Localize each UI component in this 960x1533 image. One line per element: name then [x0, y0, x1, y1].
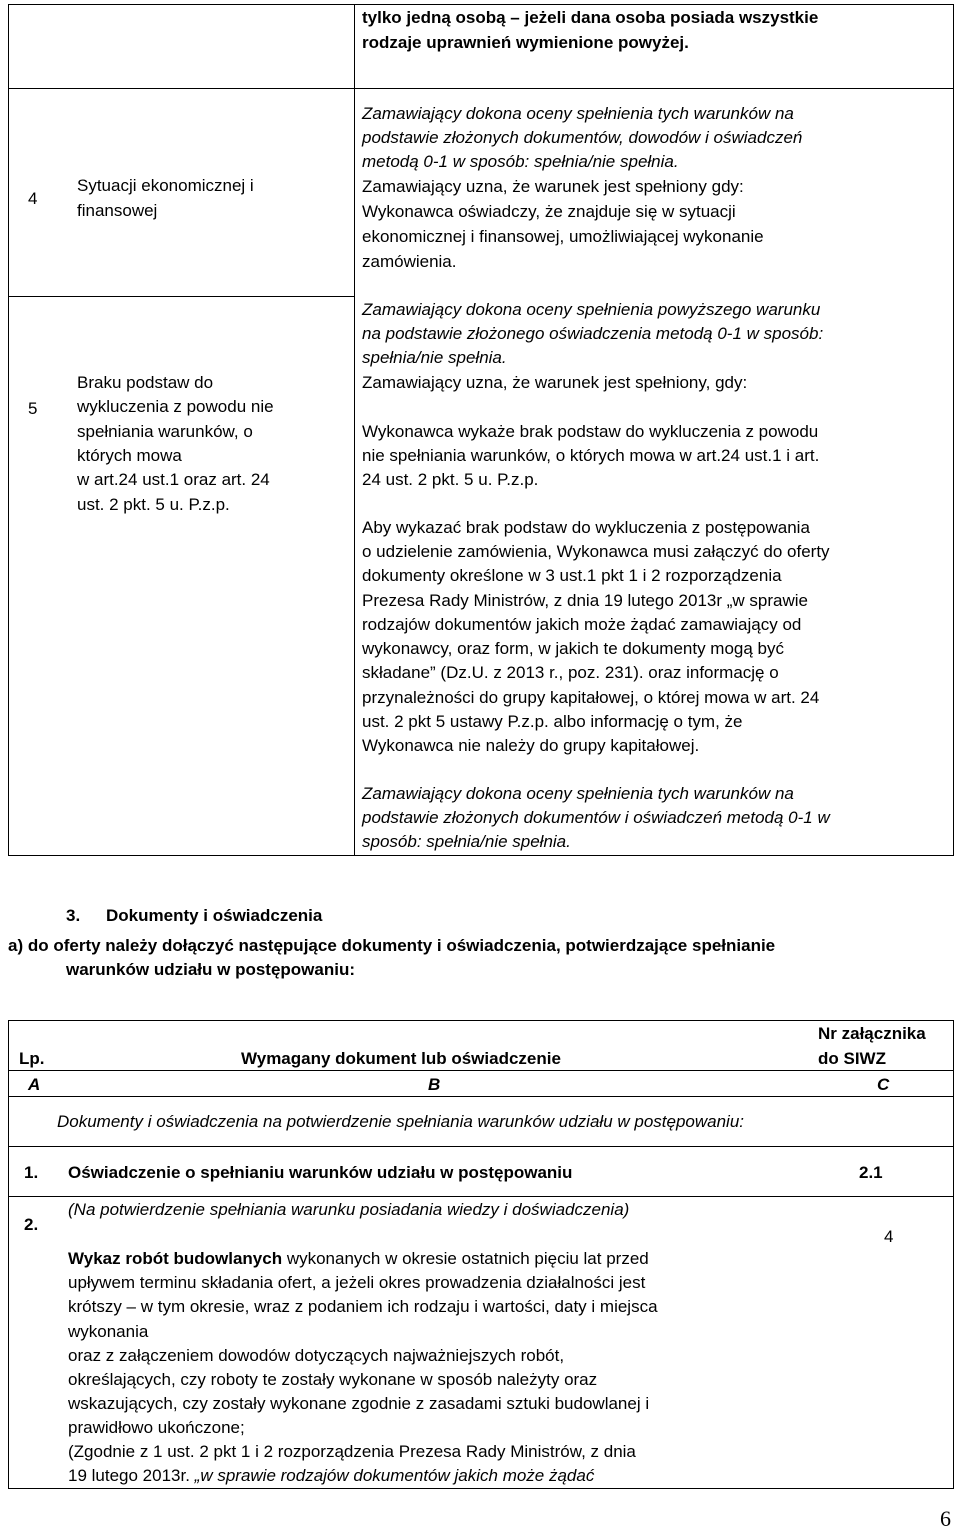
section-number: 3. [66, 906, 81, 925]
requirement-name: finansowej [77, 201, 158, 220]
exclusion-text: wykonawcy, oraz form, w jakich te dokumenty mogą być [362, 639, 785, 658]
row-number: 2. [24, 1215, 39, 1234]
condition-text: Wykonawca oświadczy, że znajduje się w sytuacji [362, 202, 736, 221]
condition-text: nie spełniania warunków, o których mowa w art.24 ust.1 i art. [362, 446, 820, 465]
document-name: Oświadczenie o spełnianiu warunków udziału w postępowaniu [68, 1163, 573, 1182]
assessment-text: podstawie złożonych dokumentów i oświadczeń metodą 0-1 w [362, 808, 830, 827]
document-description: upływem terminu składania ofert, a jeżeli okres prowadzenia działalności jest [68, 1273, 646, 1292]
document-description-text: „w sprawie rodzajów dokumentów jakich może żądać [194, 1466, 595, 1485]
requirement-name: wykluczenia z powodu nie [77, 397, 274, 416]
column-header-lp: Lp. [19, 1049, 45, 1068]
assessment-text: metodą 0-1 w sposób: spełnia/nie spełnia. [362, 152, 679, 171]
document-description: określających, czy roboty te zostały wykonane w sposób należyty oraz [68, 1370, 598, 1389]
document-description: wskazujących, czy zostały wykonane zgodnie z zasadami sztuki budowlanej i [68, 1394, 650, 1413]
column-letter-a: A [28, 1075, 41, 1094]
document-description: prawidłowo ukończone; [68, 1418, 245, 1437]
assessment-text: Zamawiający dokona oceny spełnienia tych warunków na [362, 784, 794, 803]
section-subtitle: warunków udziału w postępowaniu: [66, 960, 356, 979]
assessment-text: na podstawie złożonego oświadczenia metodą 0-1 w sposób: [362, 324, 824, 343]
attachment-number: 2.1 [859, 1163, 883, 1182]
table-section-title: Dokumenty i oświadczenia na potwierdzenie spełniania warunków udziału w postępowaniu: [57, 1112, 745, 1131]
document-description: (Zgodnie z 1 ust. 2 pkt 1 i 2 rozporządzenia Prezesa Rady Ministrów, z dnia [68, 1442, 636, 1461]
row-number: 1. [24, 1163, 39, 1182]
section-subtitle: a) do oferty należy dołączyć następujące dokumenty i oświadczenia, potwierdzające spełnianie [8, 936, 776, 955]
exclusion-text: składane” (Dz.U. z 2013 r., poz. 231). oraz informację o [362, 663, 779, 682]
document-description: wykonania [68, 1322, 149, 1341]
column-letter-b: B [428, 1075, 441, 1094]
exclusion-text: dokumenty określone w 3 ust.1 pkt 1 i 2 rozporządzenia [362, 566, 782, 585]
assessment-text: Zamawiający dokona oceny spełnienia tych warunków na [362, 104, 794, 123]
requirement-name: których mowa [77, 446, 182, 465]
page-number: 6 [940, 1506, 951, 1531]
column-header-document: Wymagany dokument lub oświadczenie [241, 1049, 561, 1068]
condition-text: Wykonawca wykaże brak podstaw do wykluczenia z powodu [362, 422, 819, 441]
document-note: (Na potwierdzenie spełniania warunku posiadania wiedzy i doświadczenia) [68, 1200, 630, 1219]
condition-text: zamówienia. [362, 252, 457, 271]
column-header-attachment: do SIWZ [818, 1049, 886, 1068]
condition-text: Zamawiający uzna, że warunek jest spełniony, gdy: [362, 373, 748, 392]
attachment-number: 4 [884, 1227, 894, 1246]
column-header-attachment: Nr załącznika [818, 1024, 926, 1043]
document-name: Wykaz robót budowlanych [68, 1249, 283, 1268]
row-number: 5 [28, 399, 38, 418]
condition-text: 24 ust. 2 pkt. 5 u. P.z.p. [362, 470, 539, 489]
document-description: oraz z załączeniem dowodów dotyczących najważniejszych robót, [68, 1346, 565, 1365]
document-description [68, 1464, 594, 1488]
exclusion-text: Aby wykazać brak podstaw do wykluczenia z postępowania [362, 518, 810, 537]
condition-text: ekonomicznej i finansowej, umożliwiającej wykonanie [362, 227, 764, 246]
exclusion-text: ust. 2 pkt 5 ustawy P.z.p. albo informację o tym, że [362, 712, 743, 731]
assessment-text: sposób: spełnia/nie spełnia. [362, 832, 571, 851]
column-letter-c: C [877, 1075, 890, 1094]
assessment-text: podstawie złożonych dokumentów, dowodów i oświadczeń [362, 128, 803, 147]
assessment-text: spełnia/nie spełnia. [362, 348, 507, 367]
assessment-text: Zamawiający dokona oceny spełnienia powyższego warunku [362, 300, 821, 319]
exclusion-text: rodzajów dokumentów jakich może żądać zamawiający od [362, 615, 802, 634]
condition-text: Zamawiający uzna, że warunek jest spełniony gdy: [362, 177, 744, 196]
prev-row-line: rodzaje uprawnień wymienione powyżej. [362, 33, 689, 52]
exclusion-text: przynależności do grupy kapitałowej, o której mowa w art. 24 [362, 688, 820, 707]
prev-row-line: tylko jedną osobą – jeżeli dana osoba posiada wszystkie [362, 8, 819, 27]
requirement-name: Braku podstaw do [77, 373, 214, 392]
requirement-name: spełniania warunków, o [77, 422, 253, 441]
document-description-text: 19 lutego 2013r. [68, 1466, 195, 1485]
row-number: 4 [28, 189, 38, 208]
exclusion-text: Prezesa Rady Ministrów, z dnia 19 lutego 2013r „w sprawie [362, 591, 808, 610]
requirement-name: w art.24 ust.1 oraz art. 24 [77, 470, 270, 489]
document-description: krótszy – w tym okresie, wraz z podaniem ich rodzaju i wartości, daty i miejsca [68, 1297, 658, 1316]
document-description-text: wykonanych w okresie ostatnich pięciu lat przed [282, 1249, 649, 1268]
requirement-name: Sytuacji ekonomicznej i [77, 176, 254, 195]
exclusion-text: o udzielenie zamówienia, Wykonawca musi załączyć do oferty [362, 542, 830, 561]
document-description [68, 1247, 649, 1271]
section-title: Dokumenty i oświadczenia [106, 906, 323, 925]
requirement-name: ust. 2 pkt. 5 u. P.z.p. [77, 495, 230, 514]
exclusion-text: Wykonawca nie należy do grupy kapitałowej. [362, 736, 700, 755]
